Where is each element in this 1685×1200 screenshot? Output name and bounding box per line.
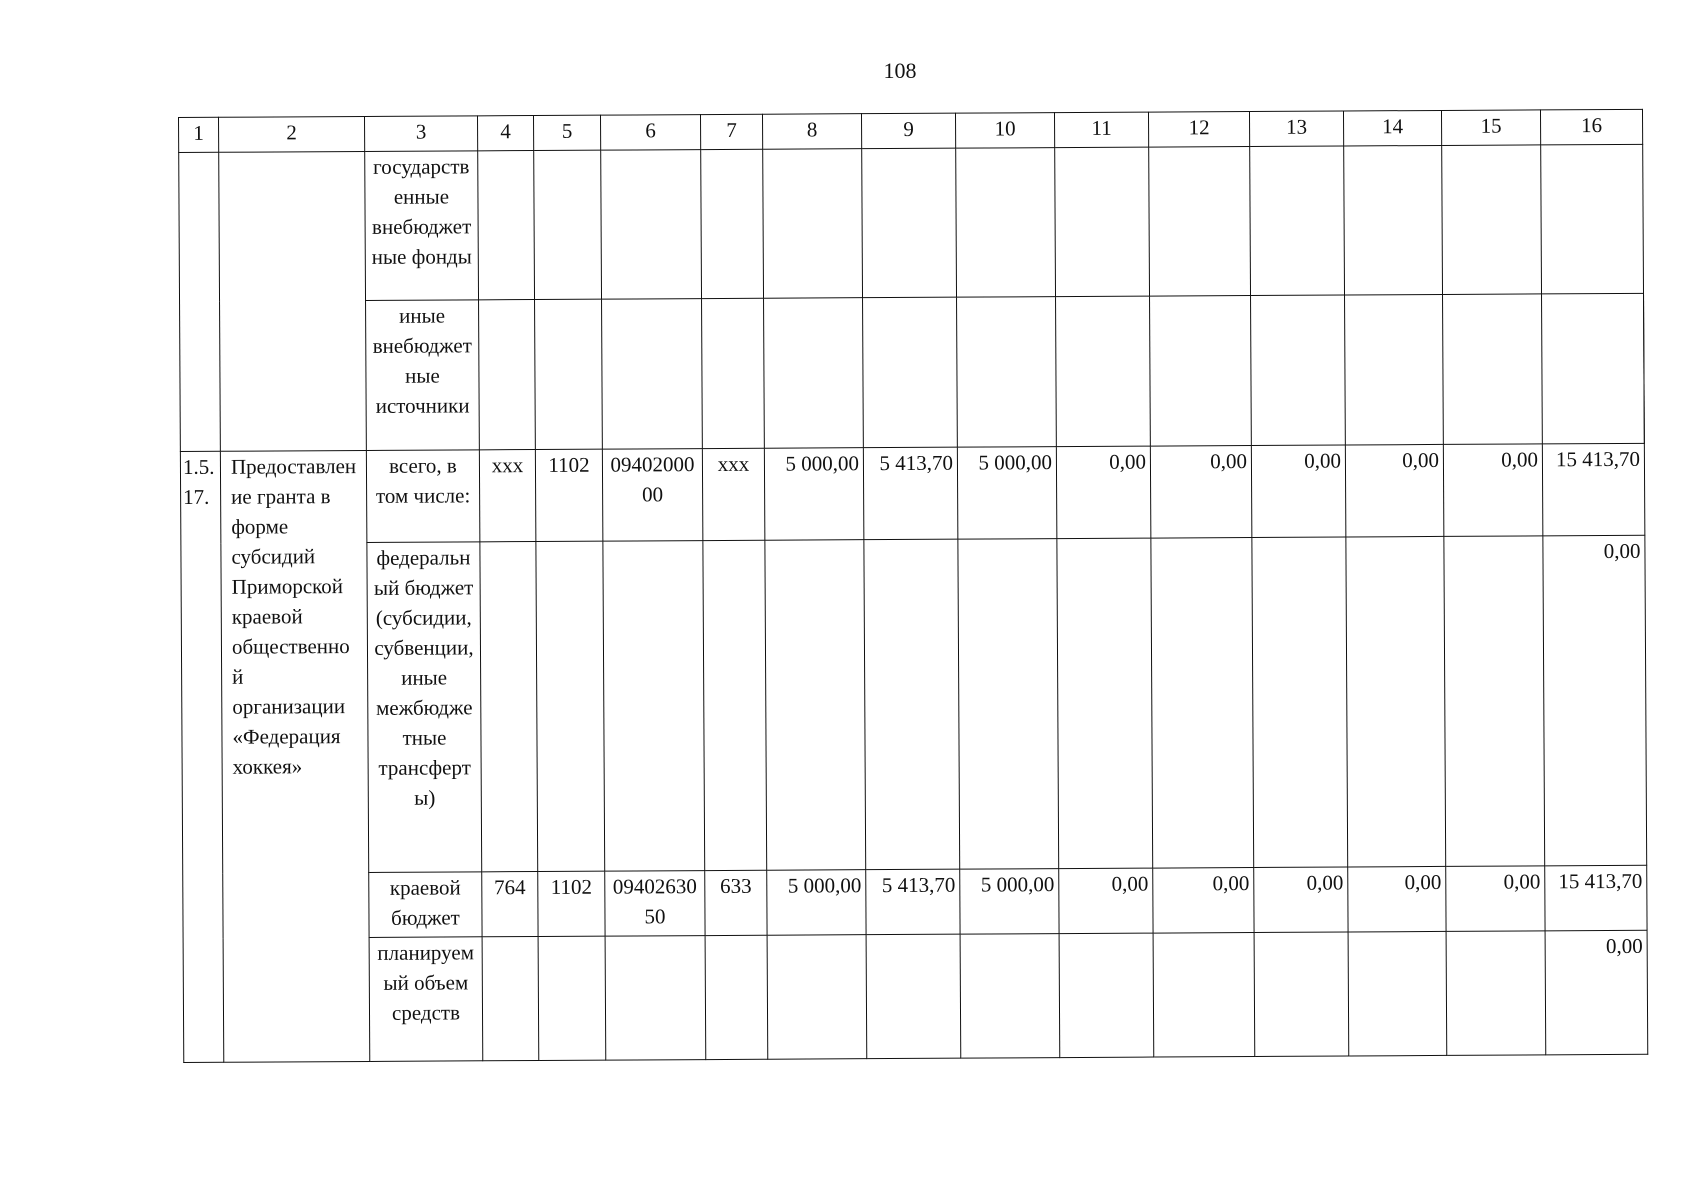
- value-cell: 0,00: [1254, 867, 1348, 933]
- col-header-12: 12: [1148, 112, 1249, 148]
- table-cell: [482, 937, 539, 1061]
- source-label: федеральный бюджет (субсидии, субвенции, иные межбюджетные трансферты): [367, 542, 482, 873]
- value-cell: 5 413,70: [866, 869, 960, 935]
- table-cell: [1345, 294, 1444, 445]
- table-cell: [1443, 294, 1543, 445]
- value-cell: 0,00: [1345, 444, 1444, 537]
- table-cell: [535, 299, 603, 449]
- cell-expense-type: ххх: [702, 448, 765, 540]
- table-cell: [956, 148, 1056, 298]
- col-header-15: 15: [1441, 110, 1540, 146]
- table-cell: [862, 148, 957, 298]
- table-cell: [1150, 296, 1252, 447]
- table-row: [180, 293, 1645, 451]
- table-cell: [705, 935, 768, 1059]
- table-cell: [1444, 536, 1545, 867]
- table-cell: [1442, 145, 1542, 295]
- col-header-7: 7: [700, 114, 762, 149]
- col-header-10: 10: [955, 113, 1054, 149]
- table-cell: [1056, 296, 1151, 447]
- table-cell: [703, 540, 767, 870]
- table-cell: [1149, 147, 1251, 297]
- table-cell: [765, 540, 866, 871]
- cell-expense-type: 633: [705, 870, 767, 935]
- table-cell: [957, 297, 1057, 448]
- table-cell: [1348, 931, 1447, 1056]
- table-cell: [1344, 145, 1443, 295]
- table-cell: [480, 542, 538, 872]
- table-cell: [602, 299, 703, 450]
- col-header-3: 3: [364, 116, 477, 152]
- col-header-5: 5: [533, 115, 600, 150]
- total-value: 15 413,70: [1542, 443, 1645, 536]
- table-cell: [866, 934, 961, 1059]
- total-value: [1541, 144, 1644, 294]
- cell-section: 1102: [538, 871, 605, 936]
- table-cell: [478, 151, 535, 300]
- table-cell: [1251, 295, 1346, 446]
- table-cell: [767, 935, 867, 1060]
- cell-target-article: 0940263050: [605, 871, 705, 937]
- source-label: иные внебюджетные источники: [366, 300, 480, 451]
- item-name: Предоставление гранта в форме субсидий Приморской краевой общественной организации «Федерация хоккея»: [220, 450, 369, 1062]
- cell-empty-num: [179, 152, 221, 451]
- table-cell: [1055, 147, 1150, 297]
- table-cell: [863, 297, 958, 448]
- page-number: 108: [883, 58, 917, 83]
- source-label: всего, в том числе:: [366, 450, 480, 543]
- cell-grbs: 764: [482, 872, 538, 937]
- cell-grbs: ххх: [479, 450, 536, 542]
- table-cell: [1057, 538, 1153, 869]
- source-label: краевой бюджет: [369, 872, 482, 938]
- cell-section: 1102: [535, 449, 603, 541]
- table-cell: [958, 539, 1059, 870]
- table-cell: [605, 936, 706, 1061]
- table-row: [180, 443, 1644, 543]
- table-cell: [1346, 536, 1446, 867]
- value-cell: 0,00: [1443, 444, 1543, 537]
- table-cell: [601, 150, 702, 300]
- value-cell: 0,00: [1056, 446, 1151, 539]
- item-number: 1.5.17.: [180, 451, 223, 1062]
- table-row: [179, 144, 1644, 301]
- table-row: [183, 865, 1647, 938]
- col-header-1: 1: [179, 117, 219, 152]
- table-row: [181, 535, 1647, 873]
- col-header-4: 4: [477, 116, 533, 151]
- col-header-8: 8: [762, 114, 861, 150]
- total-value: 15 413,70: [1545, 865, 1647, 931]
- source-label: планируемый объем средств: [369, 937, 483, 1062]
- cell-target-article: 0940200000: [602, 449, 703, 542]
- table-cell: [1151, 538, 1254, 869]
- value-cell: 0,00: [1059, 868, 1153, 934]
- col-header-2: 2: [219, 116, 365, 152]
- col-header-9: 9: [861, 113, 955, 149]
- value-cell: 5 000,00: [957, 447, 1057, 540]
- value-cell: 0,00: [1446, 866, 1545, 932]
- table-cell: [764, 298, 864, 449]
- value-cell: 0,00: [1150, 446, 1252, 539]
- table-cell: [1153, 933, 1255, 1058]
- value-cell: 5 000,00: [767, 870, 866, 936]
- value-cell: 0,00: [1251, 445, 1346, 538]
- table-row: [183, 930, 1648, 1062]
- table-cell: [1059, 933, 1154, 1058]
- table-cell: [538, 936, 606, 1060]
- table-cell: [603, 541, 705, 872]
- budget-table: [178, 109, 1648, 1063]
- col-header-16: 16: [1540, 109, 1642, 145]
- table-cell: [701, 149, 764, 298]
- col-header-13: 13: [1249, 111, 1343, 147]
- table-cell: [702, 298, 765, 448]
- table-cell: [960, 934, 1060, 1059]
- table-cell: [1446, 931, 1546, 1056]
- table-cell: [1254, 932, 1349, 1057]
- value-cell: 0,00: [1153, 868, 1254, 934]
- col-header-14: 14: [1343, 110, 1441, 146]
- table-cell: [1252, 537, 1348, 868]
- total-value: 0,00: [1545, 930, 1648, 1055]
- table-cell: [864, 539, 960, 870]
- table-cell: [1250, 146, 1345, 296]
- source-label: государственные внебюджетные фонды: [365, 151, 479, 301]
- value-cell: 5 413,70: [863, 447, 958, 540]
- value-cell: 0,00: [1348, 866, 1446, 932]
- col-header-11: 11: [1054, 112, 1148, 148]
- cell-empty-name: [219, 151, 367, 451]
- table-cell: [536, 541, 605, 871]
- value-cell: 5 000,00: [764, 448, 864, 541]
- table-cell: [479, 300, 536, 450]
- total-value: 0,00: [1543, 535, 1647, 866]
- value-cell: 5 000,00: [960, 869, 1059, 935]
- col-header-6: 6: [600, 115, 700, 151]
- table-cell: [534, 150, 602, 299]
- table-cell: [1542, 293, 1645, 444]
- table-cell: [763, 149, 863, 299]
